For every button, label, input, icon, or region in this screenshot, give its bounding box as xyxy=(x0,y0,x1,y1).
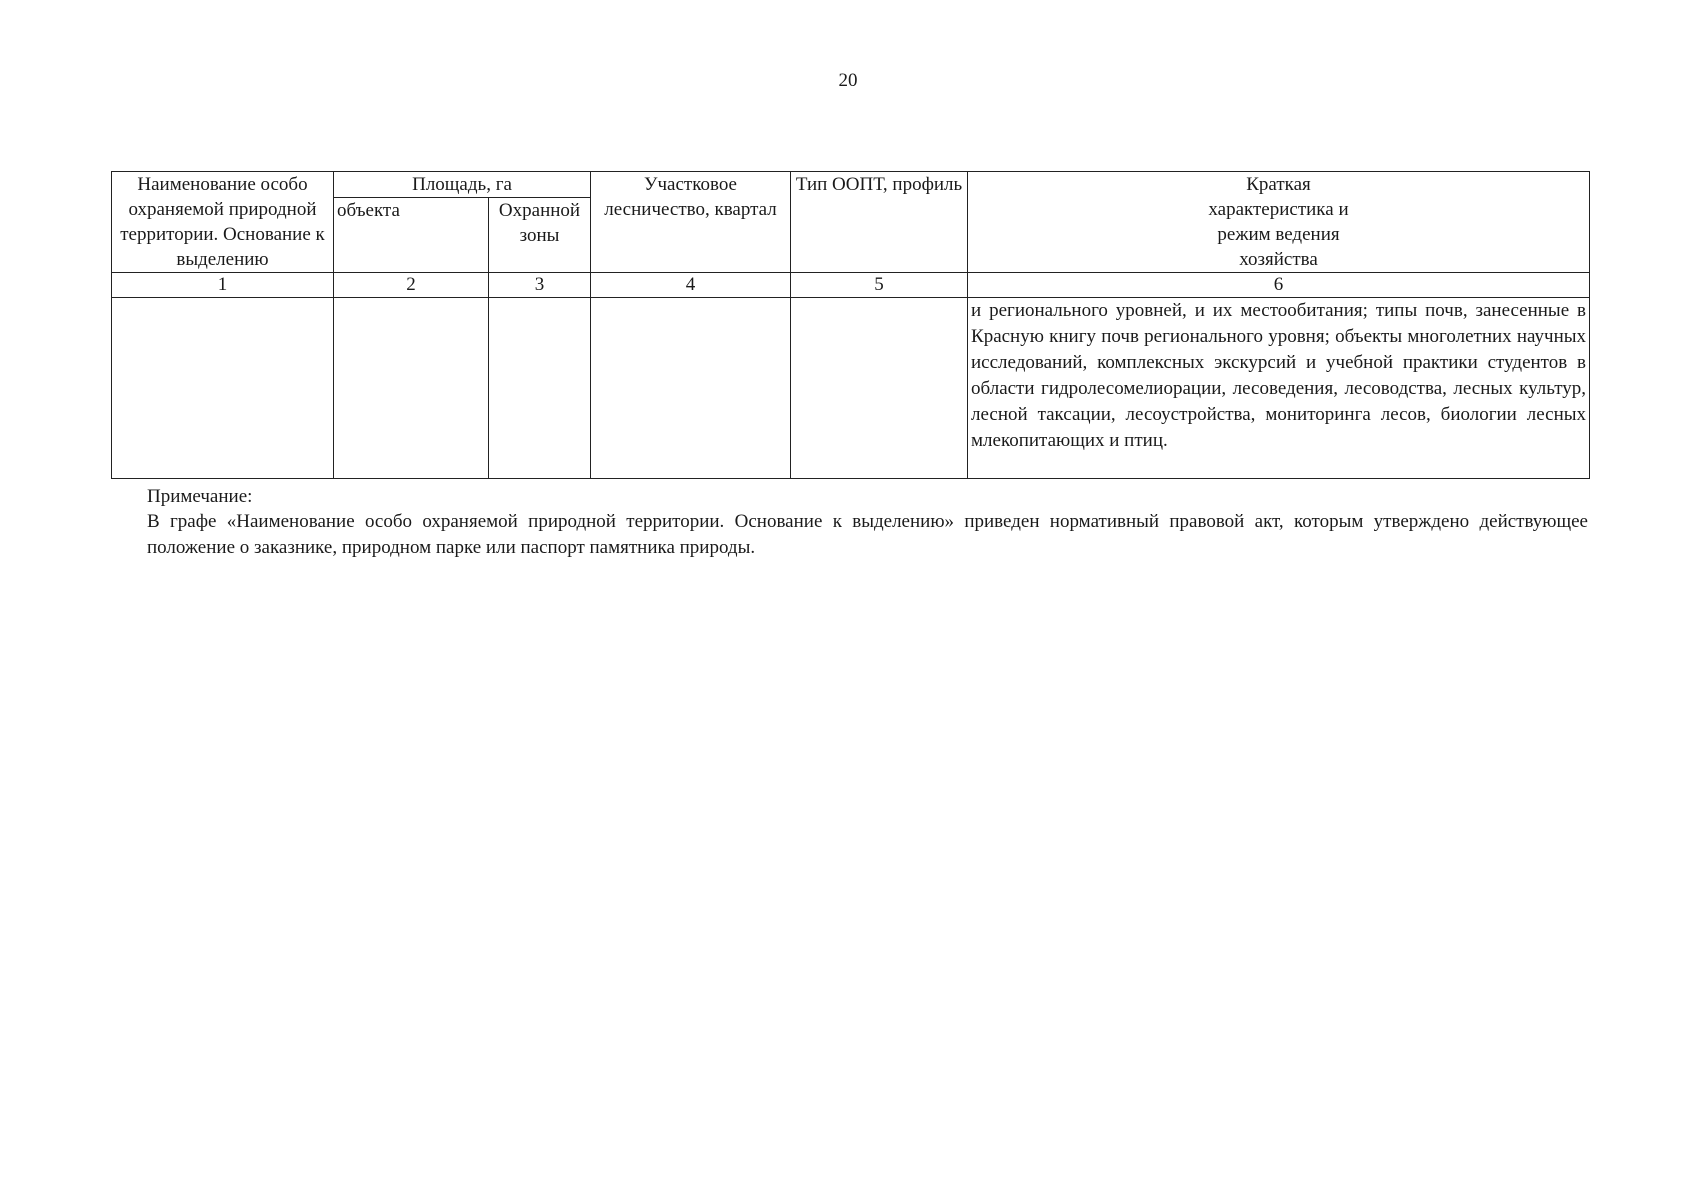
column-number: 2 xyxy=(334,273,489,298)
cell-area-zone xyxy=(489,298,591,479)
header-area-object: объекта xyxy=(334,198,489,273)
header-description: Краткая характеристика и режим ведения хозяйства xyxy=(968,172,1590,273)
cell-area-name xyxy=(112,298,334,479)
cell-type xyxy=(791,298,968,479)
column-number: 4 xyxy=(591,273,791,298)
note-title: Примечание: xyxy=(147,486,253,507)
column-number: 1 xyxy=(112,273,334,298)
header-type: Тип ООПТ, профиль xyxy=(791,172,968,273)
column-number: 5 xyxy=(791,273,968,298)
column-number: 3 xyxy=(489,273,591,298)
page-number: 20 xyxy=(838,70,858,91)
cell-area-object xyxy=(334,298,489,479)
table-header-row xyxy=(112,172,1590,198)
protected-areas-table xyxy=(111,171,1590,479)
header-forestry: Участковое лесничество, квартал xyxy=(591,172,791,273)
note-text: В графе «Наименование особо охраняемой природной территории. Основание к выделению» приведен нормативный правовой акт, которым утверждено действующее положение о заказнике, природном парке или паспорт памятника природы. xyxy=(147,511,1588,558)
column-numbers-row xyxy=(112,273,1590,298)
header-area-name: Наименование особо охраняемой природной территории. Основание к выделению xyxy=(112,172,334,273)
header-area-zone: Охранной зоны xyxy=(489,198,591,273)
cell-description: и регионального уровней, и их местообитания; типы почв, занесенные в Красную книгу почв регионального уровня; объекты многолетних научных исследований, комплексных экскурсий и учебной практики студентов в области гидролесомелиорации, лесоведения, лесоводства, лесных культур, лесной таксации, лесоустройства, мониторинга лесов, биологии лесных млекопитающих и птиц. xyxy=(968,298,1590,479)
header-area-group: Площадь, га xyxy=(334,172,591,198)
column-number: 6 xyxy=(968,273,1590,298)
cell-forestry xyxy=(591,298,791,479)
table-row xyxy=(112,298,1590,479)
